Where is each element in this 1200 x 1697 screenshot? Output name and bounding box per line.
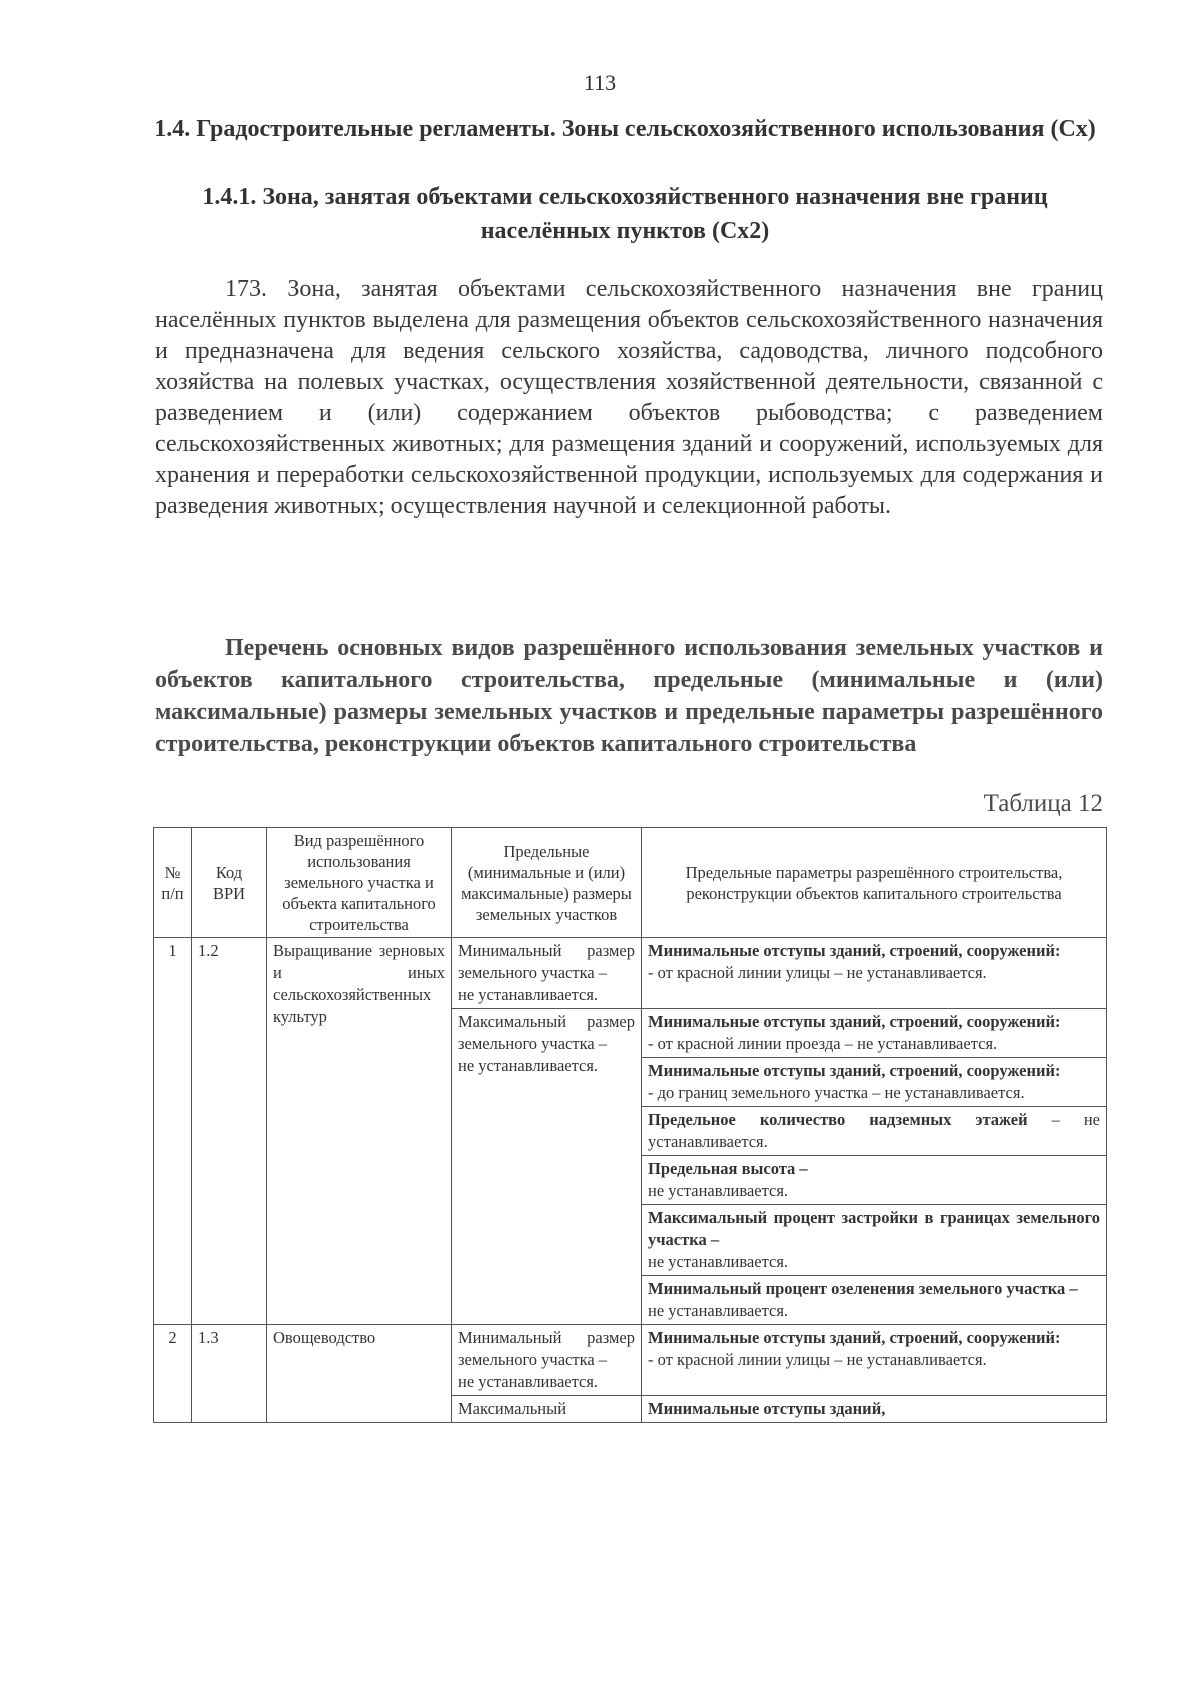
min-size-value: не устанавливается. xyxy=(458,1372,599,1391)
param-title: Минимальные отступы зданий, строений, сооружений: xyxy=(648,1328,1061,1347)
list-title: Перечень основных видов разрешённого использования земельных участков и объектов капитального строительства, предельные (минимальные и (или) максимальные) размеры земельных участков и предельные параметры разрешённого строительства, реконструкции объектов капитального строительства xyxy=(155,635,1103,757)
param-cell xyxy=(642,1107,1107,1156)
row-kind: Овощеводство xyxy=(267,1325,452,1423)
param-cell xyxy=(642,938,1107,1009)
min-size-title: Минимальный размер земельного участка – xyxy=(458,941,635,982)
table-header-row xyxy=(154,828,1107,938)
header-sizes: Предельные (минимальные и (или) максимальные) размеры земельных участков xyxy=(452,828,642,938)
param-detail: - до границ земельного участка – не устанавливается. xyxy=(648,1083,1025,1102)
param-cell xyxy=(642,1205,1107,1276)
param-title: Минимальные отступы зданий, строений, сооружений: xyxy=(648,1012,1061,1031)
max-size-cell xyxy=(452,1396,642,1423)
row-kind: Выращивание зерновых и иных сельскохозяйственных культур xyxy=(267,938,452,1325)
param-detail: - от красной линии улицы – не устанавливается. xyxy=(648,963,987,982)
param-title: Минимальные отступы зданий, xyxy=(648,1399,886,1418)
param-title: Минимальные отступы зданий, строений, сооружений: xyxy=(648,941,1061,960)
section-heading: 1.4. Градостроительные регламенты. Зоны сельскохозяйственного использования (Сх) xyxy=(154,116,1096,142)
subsection-heading: 1.4.1. Зона, занятая объектами сельскохозяйственного назначения вне границ населённых пунктов (Сх2) xyxy=(202,184,1048,244)
param-cell xyxy=(642,1325,1107,1396)
row-code: 1.3 xyxy=(192,1325,267,1423)
min-size-cell xyxy=(452,1325,642,1396)
param-detail: не устанавливается. xyxy=(648,1181,789,1200)
param-title: Предельная высота – xyxy=(648,1159,808,1178)
regulations-table xyxy=(153,827,1107,1423)
table-row xyxy=(154,938,1107,1009)
param-detail: - от красной линии улицы – не устанавливается. xyxy=(648,1350,987,1369)
paragraph-173: 173. Зона, занятая объектами сельскохозяйственного назначения вне границ населённых пунктов выделена для размещения объектов сельскохозяйственного назначения и предназначена для ведения сельского хозяйства, садоводства, личного подсобного хозяйства на полевых участках, осуществления хозяйственной деятельности, связанной с разведением и (или) содержанием объектов рыбоводства; с разведением сельскохозяйственных животных; для размещения зданий и сооружений, используемых для хранения и переработки сельскохозяйственной продукции, используемых для содержания и разведения животных; осуществления научной и селекционной работы. xyxy=(155,276,1103,519)
header-code: Код ВРИ xyxy=(192,828,267,938)
param-title: Минимальный процент озеленения земельного участка – xyxy=(648,1279,1078,1298)
param-title: Предельное количество надземных этажей xyxy=(648,1110,1028,1129)
header-kind: Вид разрешённого использования земельного участка и объекта капитального строительства xyxy=(267,828,452,938)
param-detail: - от красной линии проезда – не устанавливается. xyxy=(648,1034,998,1053)
header-params: Предельные параметры разрешённого строительства, реконструкции объектов капитального строительства xyxy=(642,828,1107,938)
param-title: Минимальные отступы зданий, строений, сооружений: xyxy=(648,1061,1061,1080)
param-cell xyxy=(642,1009,1107,1058)
min-size-title: Минимальный размер земельного участка – xyxy=(458,1328,635,1369)
row-num: 1 xyxy=(154,938,192,1325)
header-num: № п/п xyxy=(154,828,192,938)
param-cell xyxy=(642,1396,1107,1423)
min-size-cell xyxy=(452,938,642,1009)
max-size-title: Максимальный xyxy=(458,1399,567,1418)
param-cell xyxy=(642,1058,1107,1107)
page-number: 113 xyxy=(583,70,617,95)
param-detail: – не устанавливается. xyxy=(648,1110,1100,1151)
max-size-title: Максимальный размер земельного участка – xyxy=(458,1012,635,1053)
param-cell xyxy=(642,1276,1107,1325)
param-cell xyxy=(642,1156,1107,1205)
param-detail: не устанавливается. xyxy=(648,1301,789,1320)
row-num: 2 xyxy=(154,1325,192,1423)
param-detail: не устанавливается. xyxy=(648,1252,789,1271)
table-row xyxy=(154,1325,1107,1396)
param-title: Максимальный процент застройки в границах земельного участка – xyxy=(648,1208,1100,1249)
min-size-value: не устанавливается. xyxy=(458,985,599,1004)
table-caption: Таблица 12 xyxy=(983,790,1103,817)
max-size-value: не устанавливается. xyxy=(458,1056,599,1075)
max-size-cell xyxy=(452,1009,642,1325)
row-code: 1.2 xyxy=(192,938,267,1325)
